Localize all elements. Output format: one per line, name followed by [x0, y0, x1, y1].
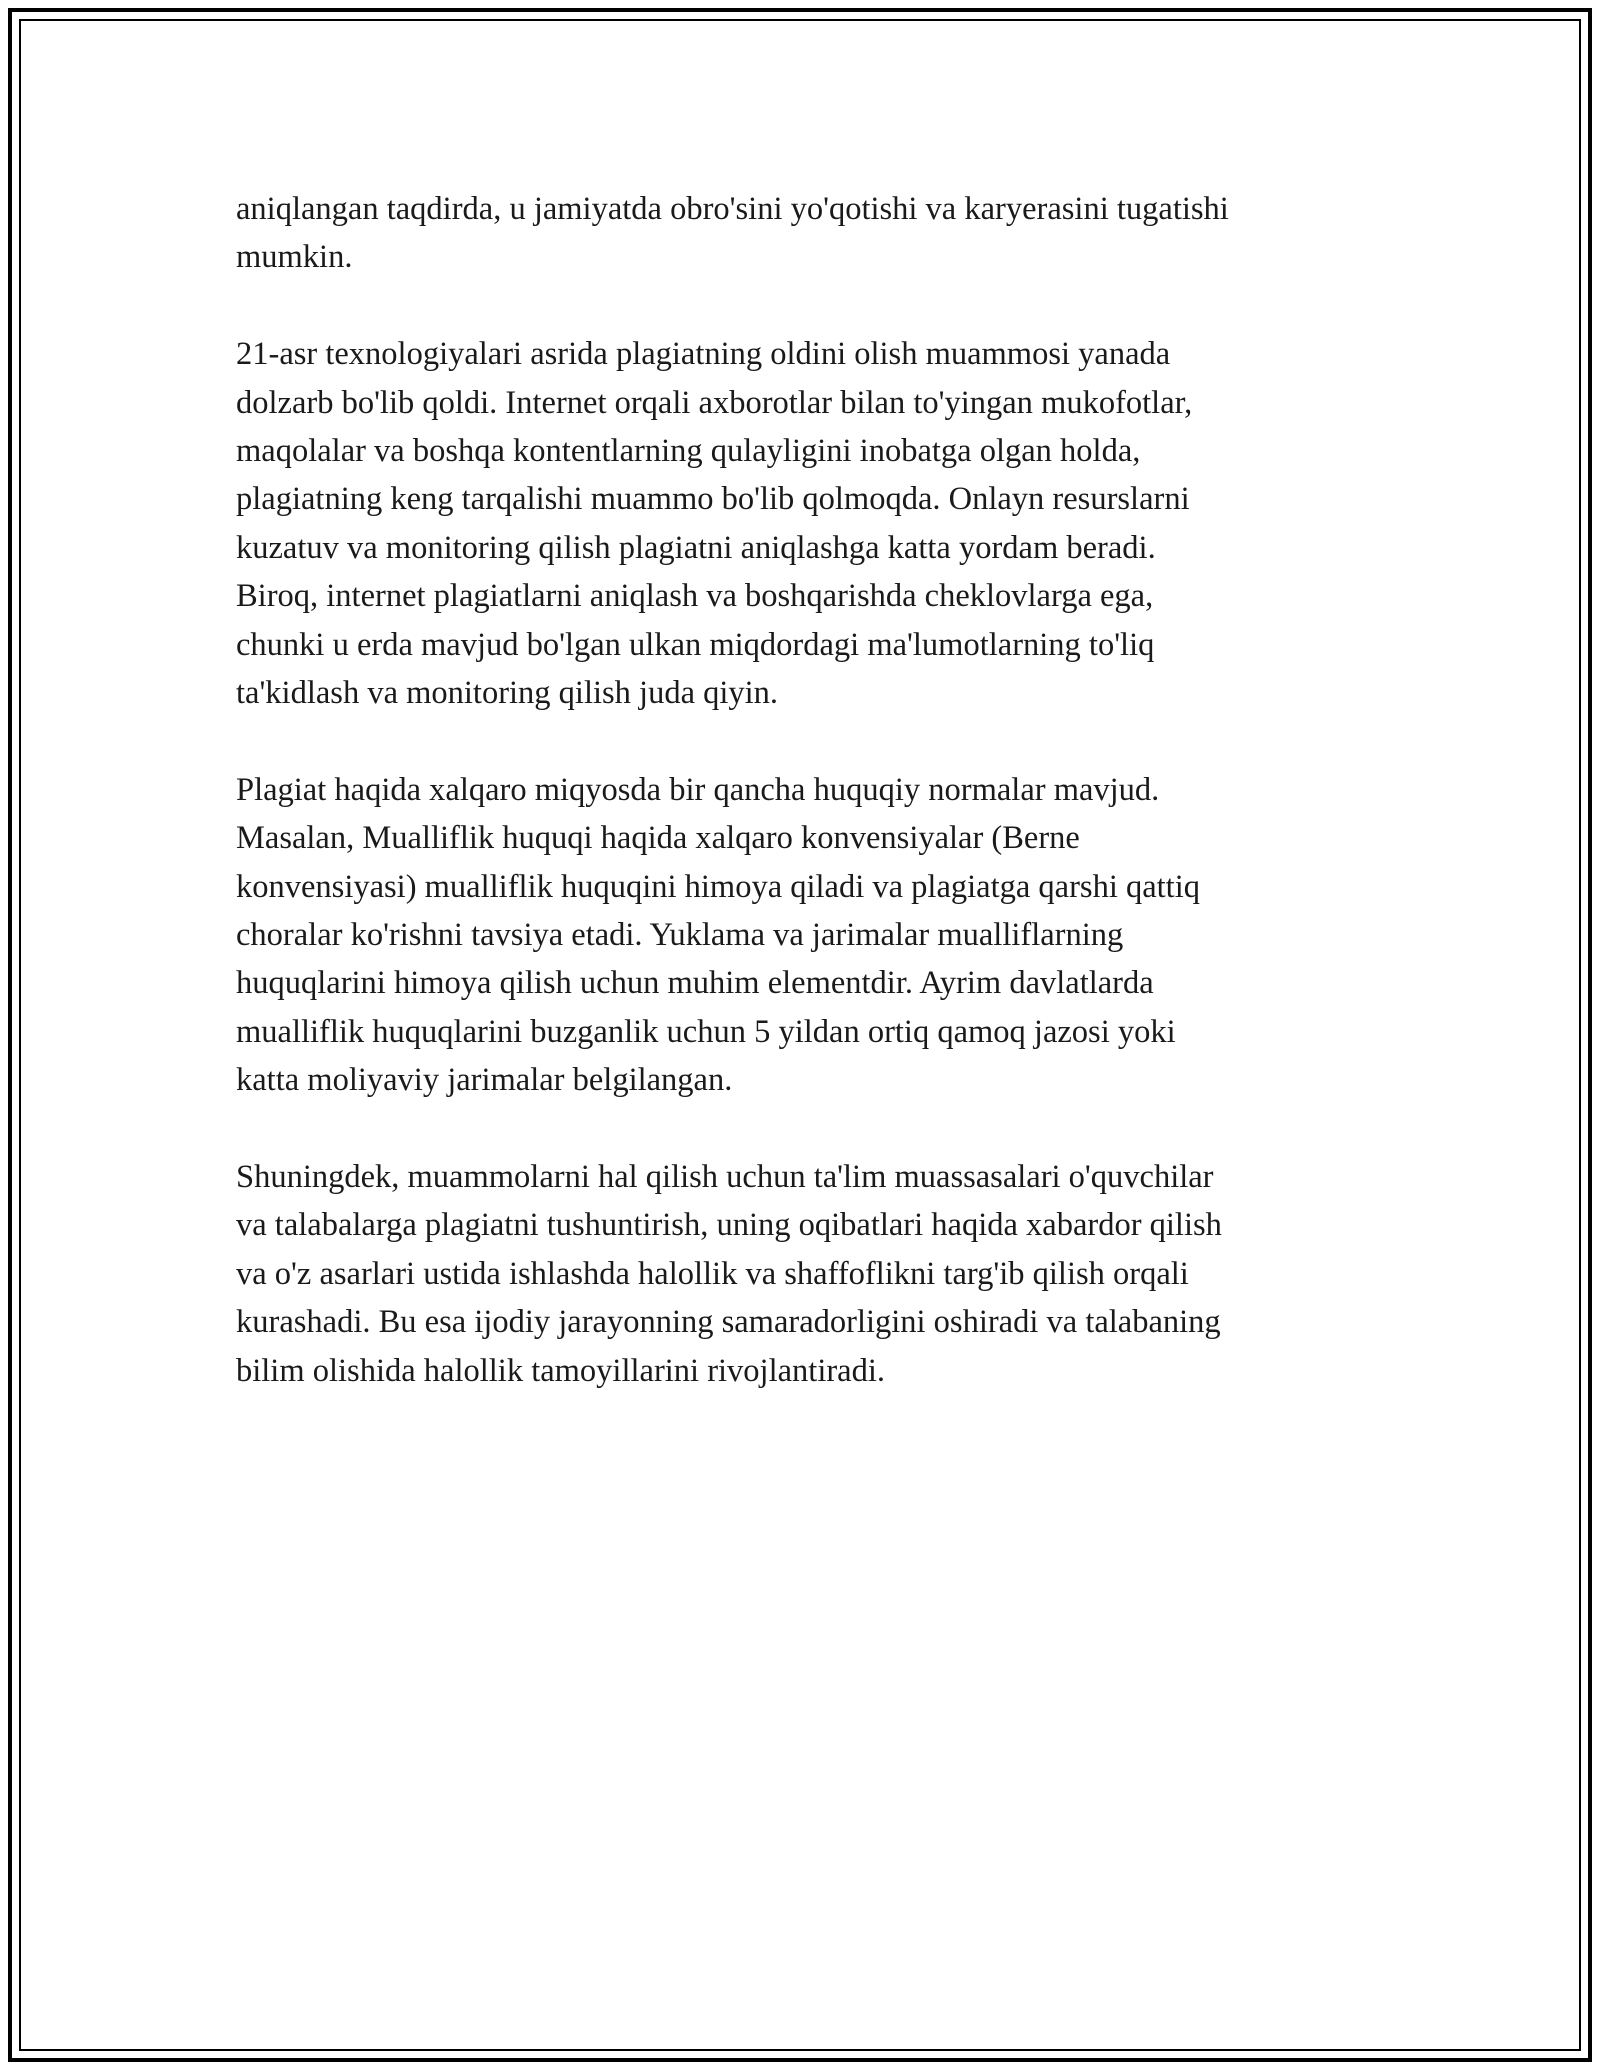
paragraph: [236, 185, 1356, 282]
text-line: Plagiat haqida xalqaro miqyosda bir qancha huquqiy normalar mavjud.: [236, 771, 1160, 808]
paragraph: [236, 330, 1356, 717]
paragraph: [236, 1153, 1356, 1395]
text-line: bilim olishida halollik tamoyillarini rivojlantiradi.: [236, 1352, 886, 1389]
text-line: mualliflik huquqlarini buzganlik uchun 5 yildan ortiq qamoq jazosi yoki: [236, 1013, 1176, 1050]
text-line: aniqlangan taqdirda, u jamiyatda obro'sini yo'qotishi va karyerasini tugatishi: [236, 191, 1229, 227]
text-line: kurashadi. Bu esa ijodiy jarayonning samaradorligini oshiradi va talabaning: [236, 1304, 1221, 1341]
text-line: dolzarb bo'lib qoldi. Internet orqali axborotlar bilan to'yingan mukofotlar,: [236, 384, 1193, 421]
text-line: kuzatuv va monitoring qilish plagiatni aniqlashga katta yordam beradi.: [236, 529, 1156, 566]
text-line: Shuningdek, muammolarni hal qilish uchun ta'lim muassasalari o'quvchilar: [236, 1159, 1214, 1196]
text-line: maqolalar va boshqa kontentlarning qulayligini inobatga olgan holda,: [236, 433, 1141, 470]
text-line: Masalan, Mualliflik huquqi haqida xalqaro konvensiyalar (Berne: [236, 820, 1080, 857]
text-line: va talabalarga plagiatni tushuntirish, uning oqibatlari haqida xabardor qilish: [236, 1207, 1222, 1244]
page-content: [236, 185, 1356, 1444]
text-line: katta moliyaviy jarimalar belgilangan.: [236, 1062, 733, 1099]
text-line: konvensiyasi) mualliflik huquqini himoya qiladi va plagiatga qarshi qattiq: [236, 868, 1200, 905]
text-line: mumkin.: [236, 239, 353, 276]
text-line: chunki u erda mavjud bo'lgan ulkan miqdordagi ma'lumotlarning to'liq: [236, 626, 1155, 663]
text-line: plagiatning keng tarqalishi muammo bo'lib qolmoqda. Onlayn resurslarni: [236, 481, 1190, 518]
text-line: ta'kidlash va monitoring qilish juda qiyin.: [236, 675, 779, 712]
text-line: choralar ko'rishni tavsiya etadi. Yuklama va jarimalar mualliflarning: [236, 917, 1124, 954]
text-line: Biroq, internet plagiatlarni aniqlash va boshqarishda cheklovlarga ega,: [236, 578, 1154, 615]
paragraph: [236, 766, 1356, 1105]
text-line: 21-asr texnologiyalari asrida plagiatning oldini olish muammosi yanada: [236, 336, 1171, 373]
text-line: huquqlarini himoya qilish uchun muhim elementdir. Ayrim davlatlarda: [236, 965, 1154, 1002]
text-line: va o'z asarlari ustida ishlashda halollik va shaffoflikni targ'ib qilish orqali: [236, 1255, 1189, 1292]
